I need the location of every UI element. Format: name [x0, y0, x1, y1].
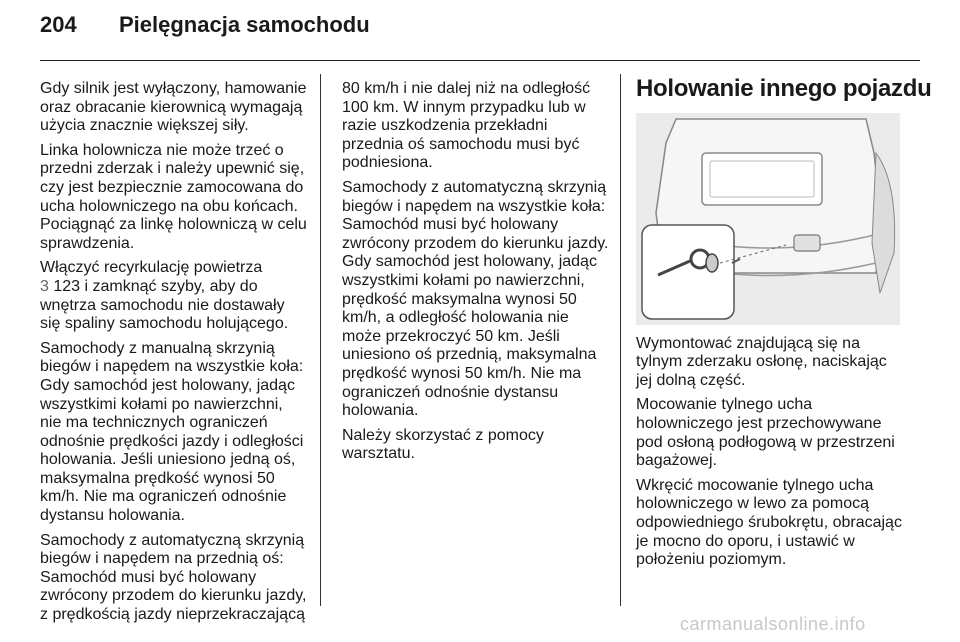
text-column-1	[40, 80, 308, 631]
paragraph: Wkręcić mocowanie tylnego ucha holowniczego w lewo za pomocą odpowiedniego śrubokrętu, obracając je mocno do oporu, i ustawić w położeniu poziomym.	[636, 476, 902, 569]
crossref-arrow-icon: 3	[40, 277, 49, 295]
paragraph: Należy skorzystać z pomocy warsztatu.	[342, 426, 544, 463]
watermark-text: carmanualsonline.info	[680, 614, 866, 634]
text-column-3	[636, 75, 932, 576]
page-number: 204	[40, 12, 77, 37]
paragraph: Wymontować znajdującą się na tylnym zderzaku osłonę, naciskając jej dolną część.	[636, 334, 887, 389]
column-divider	[320, 74, 321, 606]
header-divider	[40, 60, 920, 61]
text-column-2	[342, 80, 610, 470]
paragraph: Linka holownicza nie może trzeć o przedni zderzak i należy upewnić się, czy jest bezpiecznie zamocowana do ucha holowniczego na obu końcach. Pociągnąć za linkę holowniczą w celu sprawdzenia.	[40, 141, 307, 252]
paragraph-crossref	[40, 259, 308, 333]
paragraph: Gdy silnik jest wyłączony, hamowanie oraz obracanie kierownicą wymagają użycia znacznie większej siły.	[40, 80, 307, 135]
section-heading: Holowanie innego pojazdu	[636, 75, 932, 102]
page-header	[40, 12, 920, 52]
paragraph: Samochody z manualną skrzynią biegów i napędem na wszystkie koła: Gdy samochód jest holowany, jadąc wszystkimi kołami po nawierzchni, nie ma technicznych ograniczeń odnośnie prędkości jazdy i odległości holowania. Jeśli uniesiono jedną oś, maksymalna prędkość wynosi 50 km/h. Nie ma ograniczeń odnośnie dystansu holowania.	[40, 339, 304, 525]
crossref-text-before: Włączyć recyrkulację powietrza	[40, 259, 263, 277]
paragraph: Samochody z automatyczną skrzynią biegów i napędem na przednią oś: Samochód musi być holowany zwrócony przodem do kierunku jazdy, z prędkością jazdy nieprzekraczającą	[40, 531, 307, 624]
paragraph: Samochody z automatyczną skrzynią biegów i napędem na wszystkie koła: Samochód musi być holowany zwrócony przodem do kierunku jazdy. Gdy samochód jest holowany, jadąc wszystkimi kołami po nawierzchni, prędkość maksymalna wynosi 50 km/h, a odległość holowania nie może przekroczyć 50 km. Jeśli uniesiono oś przednią, maksymalna prędkość wynosi 50 km/h. Nie ma ograniczeń odnośnie dystansu holowania.	[342, 178, 609, 420]
paragraph: Mocowanie tylnego ucha holowniczego jest przechowywane pod osłoną podłogową w przestrzeni bagażowej.	[636, 396, 895, 470]
page-title: Pielęgnacja samochodu	[119, 12, 370, 37]
paragraph: 80 km/h i nie dalej niż na odległość 100 km. W innym przypadku lub w razie uszkodzenia przekładni przednia oś samochodu musi być podniesiona.	[342, 80, 591, 172]
tow-eye-illustration	[636, 113, 900, 325]
crossref-text-after: 123 i zamknąć szyby, aby do wnętrza samochodu nie dostawały się spaliny samochodu holującego.	[40, 277, 289, 333]
column-divider	[620, 74, 621, 606]
